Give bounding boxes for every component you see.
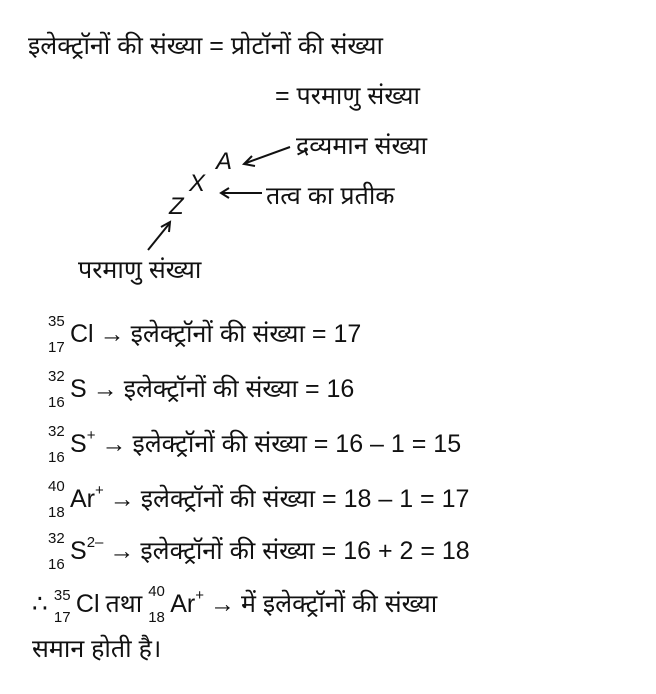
conclusion-line-1 xyxy=(32,583,438,626)
atomic-number: 16 xyxy=(48,556,65,573)
electron-count-text: इलेक्ट्रॉनों की संख्या = 18 – 1 = 17 xyxy=(140,485,470,513)
arrow-icon: → xyxy=(109,485,135,513)
arrow-icon: → xyxy=(92,375,118,403)
atomic-number: 16 xyxy=(48,449,65,466)
element: S xyxy=(70,375,87,403)
element: Cl xyxy=(75,590,100,618)
and-word: तथा xyxy=(105,590,143,618)
nuclide-cl xyxy=(53,587,100,626)
arrow-icon: → xyxy=(101,430,127,458)
element: Ar xyxy=(170,590,196,618)
conclusion-rest: में इलेक्ट्रॉनों की संख्या xyxy=(240,590,438,618)
atomic-number: 18 xyxy=(148,609,165,626)
mass-number: 32 xyxy=(48,368,65,385)
electron-count-text: इलेक्ट्रॉनों की संख्या = 16 + 2 = 18 xyxy=(140,537,470,565)
electron-count-row xyxy=(48,530,470,573)
intro-line-1: इलेक्ट्रॉनों की संख्या = प्रोटॉनों की संख्या xyxy=(28,32,384,60)
mass-number: 40 xyxy=(48,478,65,495)
element: Ar xyxy=(70,485,95,513)
element: Cl xyxy=(70,320,94,348)
mass-number-label: द्रव्यमान संख्या xyxy=(296,132,428,160)
therefore-symbol: ∴ xyxy=(32,590,48,618)
electron-count-row xyxy=(48,478,470,521)
mass-number: 35 xyxy=(48,313,65,330)
element-symbol: X xyxy=(189,170,206,197)
mass-number: 35 xyxy=(53,587,71,604)
electron-count-row xyxy=(48,313,362,356)
electron-count-row xyxy=(48,368,355,411)
electron-count-text: इलेक्ट्रॉनों की संख्या = 16 – 1 = 15 xyxy=(132,430,462,458)
mass-number: 32 xyxy=(48,423,65,440)
mass-arrow-icon xyxy=(246,147,290,163)
atomic-number-label: परमाणु संख्या xyxy=(78,256,202,284)
element-symbol-label: तत्व का प्रतीक xyxy=(266,182,395,210)
electron-count-text: इलेक्ट्रॉनों की संख्या = 16 xyxy=(123,375,355,403)
charge: + xyxy=(95,482,104,499)
electron-count-row xyxy=(48,423,462,466)
atomic-number: 18 xyxy=(48,504,65,521)
conclusion-line-2: समान होती है। xyxy=(32,635,162,663)
arrow-icon: → xyxy=(99,320,125,348)
mass-symbol: A xyxy=(216,148,233,175)
atomic-arrow-icon xyxy=(148,224,169,250)
electron-count-text: इलेक्ट्रॉनों की संख्या = 17 xyxy=(130,320,362,348)
charge: 2– xyxy=(86,534,104,551)
element: S xyxy=(70,537,87,565)
nuclide xyxy=(48,530,104,573)
atomic-number: 16 xyxy=(48,394,65,411)
atomic-number: 17 xyxy=(48,339,65,356)
nuclide xyxy=(48,313,94,356)
arrow-icon: → xyxy=(209,590,235,618)
nuclide-ar xyxy=(148,583,204,626)
mass-number: 32 xyxy=(48,530,65,547)
nuclide xyxy=(48,423,96,466)
atomic-number: 17 xyxy=(53,609,71,626)
charge: + xyxy=(195,587,204,604)
element: S xyxy=(70,430,87,458)
atomic-symbol: Z xyxy=(169,193,184,220)
arrow-icon: → xyxy=(109,537,135,565)
mass-number: 40 xyxy=(148,583,165,600)
charge: + xyxy=(86,427,96,444)
nuclide xyxy=(48,478,104,521)
intro-line-2: = परमाणु संख्या xyxy=(275,82,420,110)
nuclide xyxy=(48,368,87,411)
